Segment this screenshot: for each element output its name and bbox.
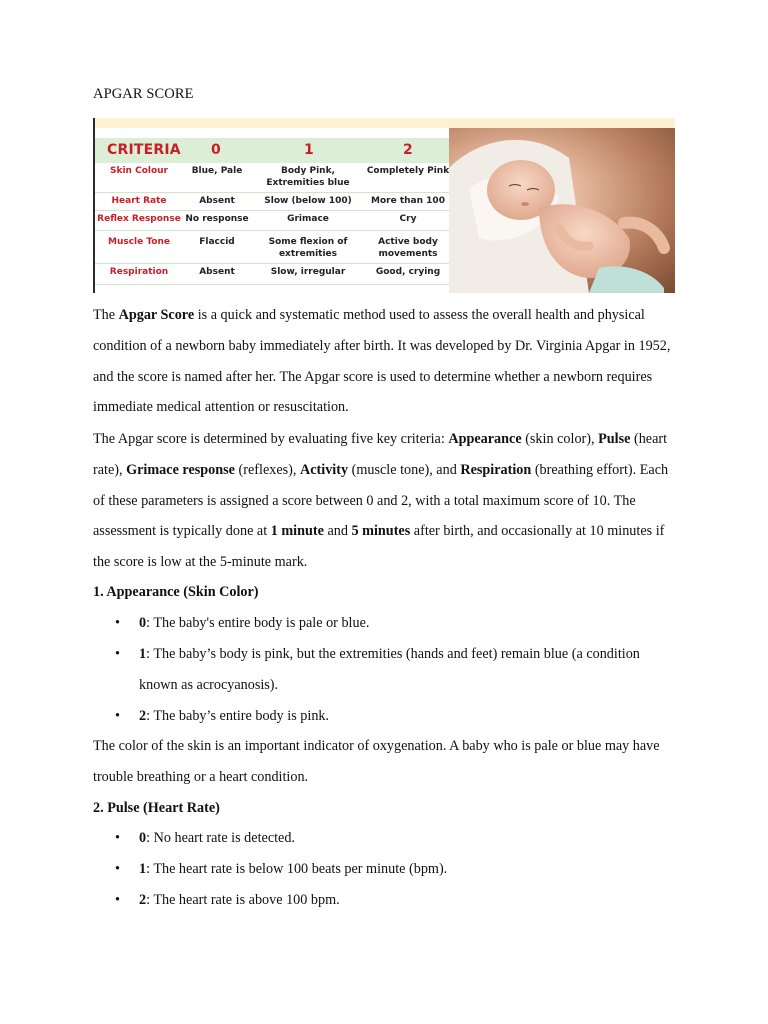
table-cell: Absent: [199, 267, 235, 277]
table-cell: Good, crying: [375, 267, 441, 277]
table-row-divider: [95, 230, 451, 231]
bold-term: Grimace response: [126, 461, 235, 478]
text: (reflexes),: [234, 461, 300, 478]
text: : The baby’s body is pink, but the extremities (hands and feet) remain blue (a condition known as acrocyanosis).: [139, 646, 640, 693]
score-value: 0: [139, 830, 147, 846]
score-value: 1: [139, 646, 147, 662]
table-cell: No response: [185, 214, 249, 224]
score-value: 1: [139, 861, 147, 877]
bold-term: Activity: [299, 461, 349, 478]
bullet-symbol: •: [115, 830, 120, 846]
text: after birth, and occasionally at 10 minutes if the score is low at the 5-minute mark.: [93, 523, 665, 571]
bullet-symbol: •: [115, 646, 120, 662]
table-cell: Active body movements: [378, 237, 438, 259]
table-header-score-1: 1: [304, 142, 314, 158]
table-cell: Some flexion of extremities: [268, 237, 348, 259]
bold-term: Apgar Score: [118, 307, 195, 323]
apgar-table: [93, 118, 449, 293]
text: : The heart rate is below 100 beats per minute (bpm).: [146, 861, 448, 877]
table-cell: Cry: [399, 214, 417, 224]
text: (muscle tone), and: [348, 461, 461, 478]
newborn-baby-photo: [449, 128, 675, 293]
list-item: [115, 823, 660, 854]
table-criteria-reflex-response: Reflex Response: [97, 214, 181, 224]
table-top-band: [95, 118, 675, 128]
text: (heart rate),: [93, 431, 668, 478]
table-criteria-skin-colour: Skin Colour: [110, 166, 168, 176]
table-cell: Slow (below 100): [264, 196, 352, 206]
score-value: 2: [139, 708, 147, 724]
bold-term: Pulse: [598, 431, 631, 447]
list-item: [115, 608, 660, 639]
section1-paragraph: The color of the skin is an important indicator of oxygenation. A baby who is pale or blue may have trouble breathing or a heart condition.: [93, 738, 660, 785]
bullet-symbol: •: [115, 861, 120, 877]
table-row-divider: [95, 284, 451, 285]
table-header-score-2: 2: [403, 142, 413, 158]
list-item: [115, 885, 660, 916]
score-value: 2: [139, 892, 147, 908]
table-cell: Absent: [199, 196, 235, 206]
table-row-divider: [95, 192, 451, 193]
bullet-symbol: •: [115, 615, 120, 631]
bullet-symbol: •: [115, 892, 120, 908]
list-item: [115, 854, 660, 885]
table-cell: Slow, irregular: [270, 267, 346, 277]
text: is a quick and systematic method used to assess the overall health and physical condition of a newborn baby immediately after birth. It was developed by Dr. Virginia Apgar in 1952, and the score is named after her. The Apgar score is used to determine whether a newborn requires immediate medical attention or resuscitation.: [93, 307, 671, 416]
table-criteria-respiration: Respiration: [109, 267, 169, 277]
bold-term: 1 minute: [270, 523, 324, 540]
text: (breathing effort). Each of these parameters is assigned a score between 0 and 2, with a total maximum score of 10. The assessment is typically done at: [93, 461, 669, 540]
apgar-figure: [93, 118, 675, 293]
table-criteria-heart-rate: Heart Rate: [111, 196, 167, 206]
table-cell: Body Pink, Extremities blue: [266, 166, 350, 188]
table-header-score-0: 0: [211, 142, 221, 158]
section-heading-pulse: 2. Pulse (Heart Rate): [93, 800, 220, 816]
text: : No heart rate is detected.: [146, 830, 295, 846]
text: The: [93, 307, 119, 323]
text: : The baby’s entire body is pink.: [146, 708, 330, 724]
intro-paragraph-2: [93, 424, 678, 578]
table-header-criteria: CRITERIA: [107, 142, 181, 158]
intro-paragraph-1: [93, 300, 678, 423]
bullet-symbol: •: [115, 708, 120, 724]
table-criteria-muscle-tone: Muscle Tone: [107, 237, 170, 247]
score-value: 0: [139, 615, 147, 631]
table-cell: More than 100: [371, 196, 445, 206]
text: The Apgar score is determined by evaluating five key criteria:: [93, 431, 449, 447]
table-cell: Flaccid: [199, 237, 235, 247]
newborn-baby-illustration: [449, 128, 675, 293]
text: : The heart rate is above 100 bpm.: [146, 892, 340, 908]
list-item: [115, 639, 660, 701]
list-item: [115, 701, 660, 732]
table-cell: Grimace: [287, 214, 329, 224]
table-row-divider: [95, 263, 451, 264]
document-title: APGAR SCORE: [93, 86, 194, 102]
text: (skin color),: [521, 431, 599, 447]
bold-term: 5 minutes: [351, 523, 411, 540]
table-cell: Blue, Pale: [191, 166, 243, 176]
section-heading-appearance: 1. Appearance (Skin Color): [93, 584, 259, 600]
table-row-divider: [95, 210, 451, 211]
text: : The baby's entire body is pale or blue.: [146, 615, 370, 631]
text: and: [323, 523, 352, 540]
table-cell: Completely Pink: [366, 166, 450, 176]
bold-term: Appearance: [448, 431, 522, 447]
bold-term: Respiration: [460, 461, 532, 478]
